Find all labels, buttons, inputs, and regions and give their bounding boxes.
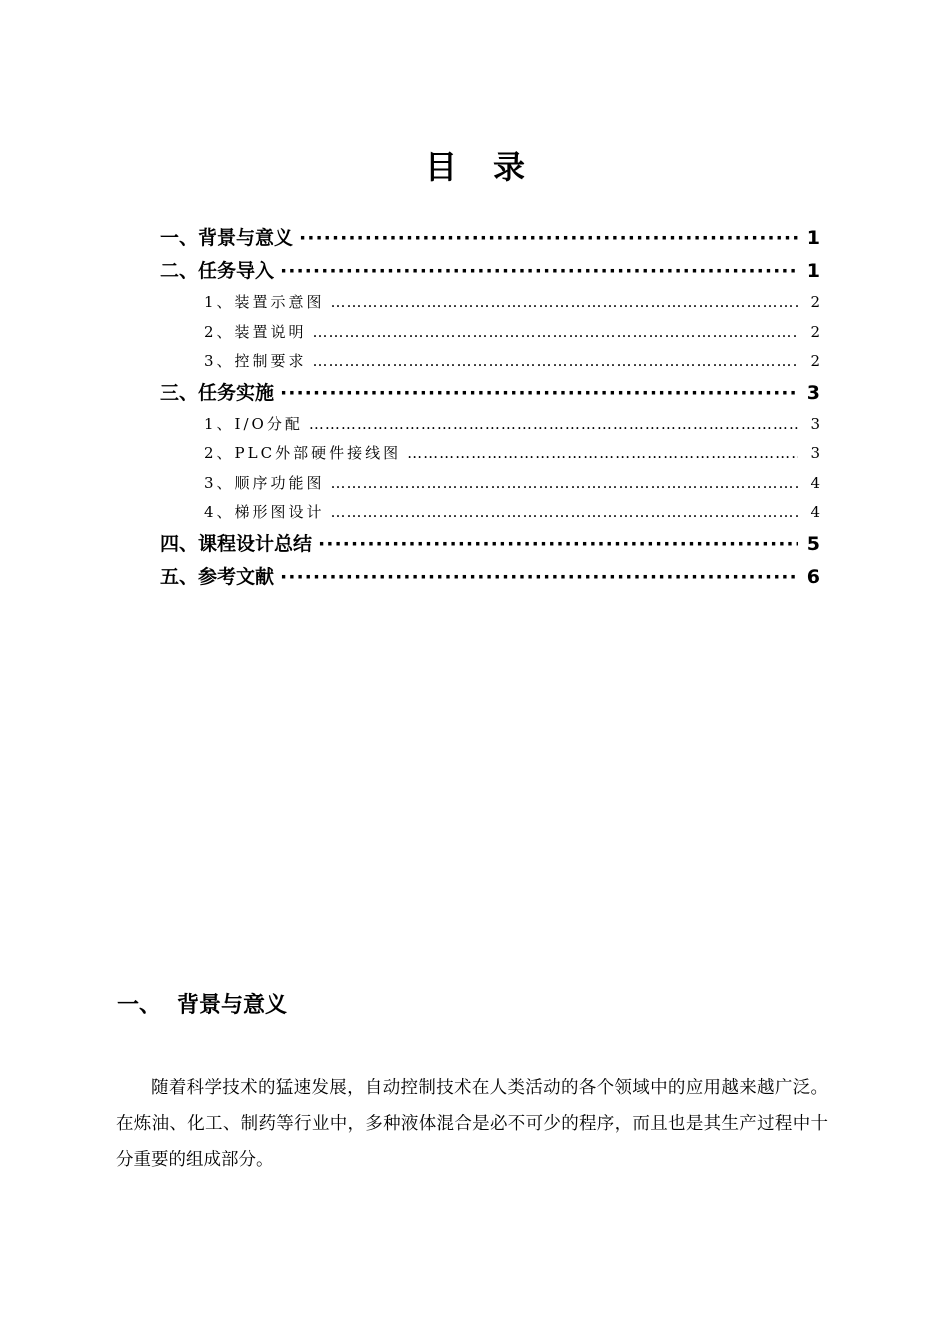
toc-entry-page: 2 <box>810 322 820 341</box>
toc-subentry[interactable] <box>160 318 820 348</box>
toc-leader-dots <box>309 410 798 440</box>
toc-entry-page: 1 <box>806 227 820 249</box>
toc-entry-label: 3、控制要求 <box>204 352 307 370</box>
toc-entry-label: 3、顺序功能图 <box>204 473 325 492</box>
section-heading <box>117 988 287 1024</box>
toc-leader-dots <box>331 498 798 528</box>
toc-entry-page: 1 <box>806 260 820 282</box>
toc-entry-page: 3 <box>810 444 820 462</box>
toc-entry[interactable] <box>160 377 820 410</box>
body-paragraph: 随着科学技术的猛速发展，自动控制技术在人类活动的各个领域中的应用越来越广泛。在炼油、化工、制药等行业中，多种液体混合是必不可少的程序，而且也是其生产过程中十分重要的组成部分。 <box>116 1077 828 1170</box>
toc-entry-label: 二、任务导入 <box>160 260 275 282</box>
toc-entry[interactable] <box>160 561 820 594</box>
toc-subentry[interactable] <box>160 288 820 318</box>
toc-subentry[interactable] <box>160 410 820 440</box>
toc-leader-dots <box>313 347 798 377</box>
toc-leader-dots <box>407 439 798 469</box>
toc-subentry[interactable] <box>160 498 820 528</box>
toc-entry-page: 3 <box>806 381 820 404</box>
section-title: 背景与意义 <box>177 993 288 1018</box>
toc-entry-label: 五、参考文献 <box>160 565 275 588</box>
toc-entry-page: 2 <box>810 352 820 370</box>
toc-entry-page: 2 <box>810 293 820 311</box>
toc-entry-page: 3 <box>810 414 820 433</box>
toc-entry-label: 1、装置示意图 <box>204 293 325 311</box>
toc-entry-page: 4 <box>810 473 820 492</box>
toc-leader-dots <box>280 561 798 594</box>
toc-entry[interactable] <box>160 528 820 561</box>
toc-leader-dots <box>280 255 798 288</box>
toc-entry-label: 2、装置说明 <box>204 322 307 341</box>
toc-subentry[interactable] <box>160 439 820 469</box>
toc-entry[interactable] <box>160 255 820 288</box>
toc-subentry[interactable] <box>160 469 820 499</box>
toc-leader-dots <box>299 222 798 255</box>
toc-entry-page: 5 <box>806 532 820 555</box>
toc-entry-label: 一、背景与意义 <box>160 227 294 249</box>
toc-leader-dots <box>331 288 798 318</box>
toc-leader-dots <box>313 318 798 348</box>
toc-entry-label: 四、课程设计总结 <box>160 532 313 555</box>
toc-entry-label: 2、PLC外部硬件接线图 <box>204 444 402 462</box>
toc-entry-label: 4、梯形图设计 <box>204 503 325 521</box>
toc-title: 目录 <box>424 148 561 186</box>
toc-leader-dots <box>318 528 798 561</box>
toc-entry-page: 6 <box>806 565 820 588</box>
toc-leader-dots <box>331 469 798 499</box>
toc-entry-page: 4 <box>810 503 820 521</box>
toc-subentry[interactable] <box>160 347 820 377</box>
toc-entry[interactable] <box>160 222 820 255</box>
table-of-contents <box>160 222 820 594</box>
toc-leader-dots <box>280 377 798 410</box>
section-number: 一、 <box>117 993 162 1018</box>
toc-entry-label: 三、任务实施 <box>160 381 275 404</box>
toc-entry-label: 1、I/O分配 <box>204 414 303 433</box>
